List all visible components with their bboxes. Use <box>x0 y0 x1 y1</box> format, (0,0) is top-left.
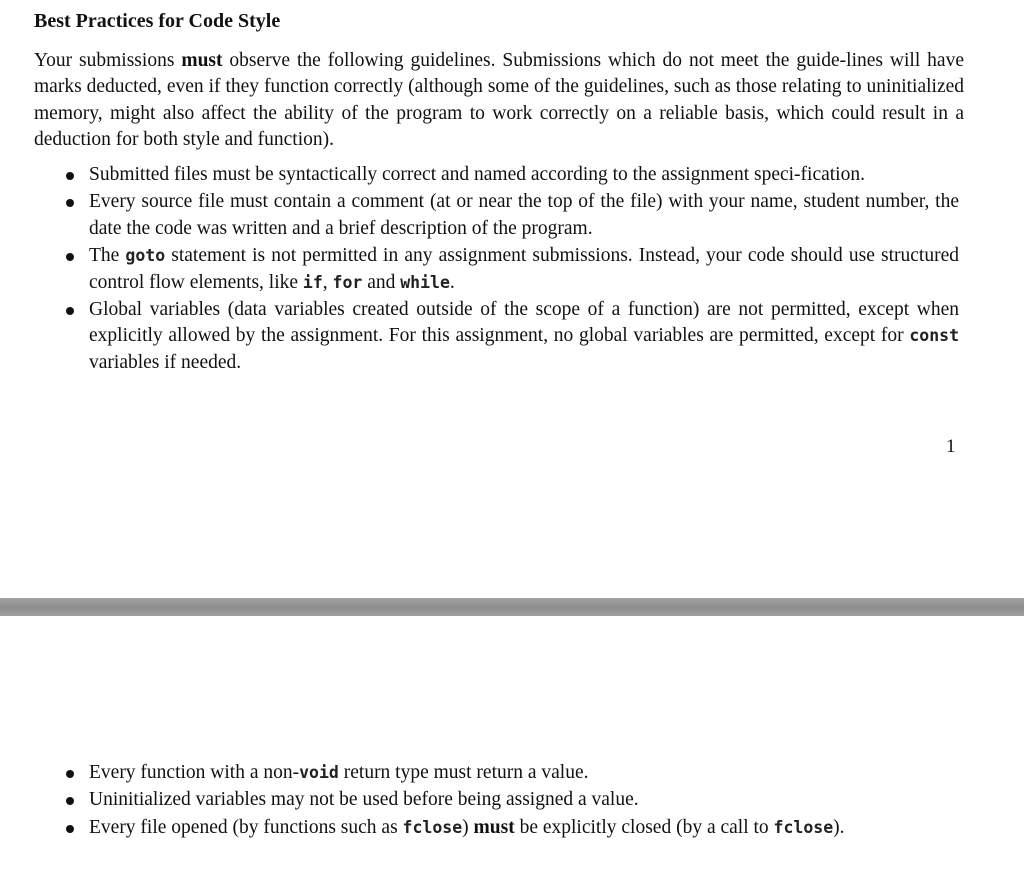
list-item-text: ). <box>833 816 845 838</box>
bullet-icon <box>66 797 74 805</box>
list-item <box>0 760 959 786</box>
emphasis-text: must <box>473 816 515 838</box>
code-keyword: fclose <box>402 817 463 837</box>
list-item-text: ) <box>462 816 474 838</box>
list-item-text: return type must return a value. <box>338 762 589 783</box>
section-heading: Best Practices for Code Style <box>34 10 281 32</box>
list-item-text: variables if needed. <box>89 351 242 373</box>
list-item-text: statement is not permitted in any assignment submissions. Instead, your code should use structured control flow elements, like <box>89 245 959 293</box>
list-item-text: The <box>89 245 126 267</box>
list-item-text: Every function with a non- <box>89 762 300 783</box>
bullet-icon <box>66 253 74 261</box>
list-item-text: Global variables (data variables created outside of the scope of a function) are not permitted, except when explicitly allowed by the assignment. For this assignment, no global variables are permitted, except for <box>89 299 959 347</box>
intro-paragraph <box>34 48 964 154</box>
list-item-text: . <box>449 271 455 293</box>
list-item-text: , <box>322 271 333 293</box>
bullet-icon <box>66 825 74 833</box>
list-item-text: Submitted files must be syntactically correct and named according to the assignment speci-fication. <box>89 164 865 185</box>
code-keyword: if <box>302 272 323 292</box>
guidelines-list-page2 <box>0 760 959 842</box>
document-page-2 <box>0 616 1024 883</box>
guidelines-list-page1 <box>0 162 959 377</box>
list-item-text: and <box>362 271 401 293</box>
code-keyword: while <box>400 272 450 292</box>
intro-suffix: observe the following guidelines. Submissions which do not meet the guide-lines will have marks deducted, even if they function correctly (although some of the guidelines, such as those relating to uninitialized memory, might also affect the ability of the program to work correctly on a reliable basis, which could result in a deduction for both style and function). <box>34 50 964 151</box>
page-number: 1 <box>946 436 956 457</box>
list-item-text: be explicitly closed (by a call to <box>514 816 774 838</box>
list-item <box>0 787 959 813</box>
list-item <box>0 162 959 188</box>
code-keyword: for <box>332 272 363 292</box>
list-item <box>0 189 959 242</box>
bullet-icon <box>66 307 74 315</box>
code-keyword: void <box>299 763 339 782</box>
bullet-icon <box>66 199 74 207</box>
list-item-text: Every file opened (by functions such as <box>89 816 403 838</box>
code-keyword: const <box>909 326 959 346</box>
list-item <box>0 297 959 376</box>
bullet-icon <box>66 172 74 180</box>
list-item-text: Every source file must contain a comment (at or near the top of the file) with your name, student number, the date the code was written and a brief description of the program. <box>89 191 959 239</box>
page-separator <box>0 598 1024 616</box>
code-keyword: goto <box>125 246 166 266</box>
bullet-icon <box>66 770 74 778</box>
list-item <box>0 815 959 841</box>
list-item <box>0 243 959 296</box>
intro-emphasis: must <box>181 50 223 71</box>
code-keyword: fclose <box>773 817 834 837</box>
list-item-text: Uninitialized variables may not be used before being assigned a value. <box>89 789 639 811</box>
intro-prefix: Your submissions <box>34 50 182 71</box>
